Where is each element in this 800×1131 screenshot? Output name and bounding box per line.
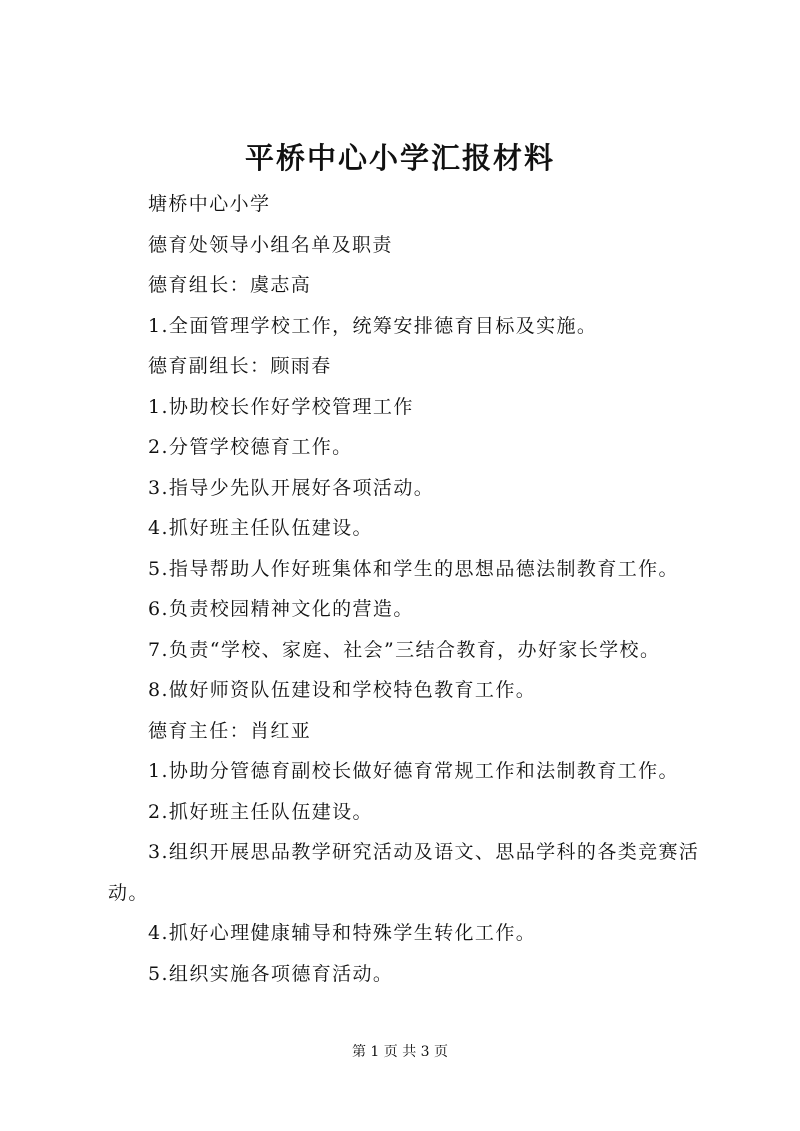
paragraph-deputy-duty-7: 7.负责“学校、家庭、社会”三结合教育，办好家长学校。 (148, 638, 661, 661)
paragraph-deputy-leader: 德育副组长：顾雨春 (148, 355, 332, 377)
paragraph-director-duty-3: 3.组织开展思品教学研究活动及语文、思品学科的各类竞赛活动。 (108, 841, 700, 904)
document-title: 平桥中心小学汇报材料 (244, 141, 555, 175)
paragraph-director: 德育主任：肖红亚 (148, 719, 312, 742)
paragraph-director-duty-5: 5.组织实施各项德育活动。 (148, 962, 394, 985)
paragraph-deputy-duty-5: 5.指导帮助人作好班集体和学生的思想品德法制教育工作。 (148, 557, 679, 580)
paragraph-deputy-duty-4: 4.抓好班主任队伍建设。 (148, 517, 373, 539)
paragraph-deputy-duty-3: 3.指导少先队开展好各项活动。 (148, 476, 435, 499)
paragraph-director-duty-2: 2.抓好班主任队伍建设。 (148, 800, 373, 823)
paragraph-deputy-duty-8: 8.做好师资队伍建设和学校特色教育工作。 (148, 679, 537, 701)
paragraph-leader: 德育组长：虞志高 (148, 274, 312, 296)
paragraph-director-duty-1: 1.协助分管德育副校长做好德育常规工作和法制教育工作。 (148, 760, 679, 782)
paragraph-section-heading: 德育处领导小组名单及职责 (148, 233, 393, 256)
paragraph-director-duty-4: 4.抓好心理健康辅导和特殊学生转化工作。 (148, 922, 537, 944)
paragraph-leader-duty-1: 1.全面管理学校工作，统筹安排德育目标及实施。 (148, 314, 598, 337)
page-number-footer: 第 1 页 共 3 页 (351, 1044, 449, 1060)
paragraph-deputy-duty-6: 6.负责校园精神文化的营造。 (148, 598, 414, 620)
document-body (108, 184, 718, 994)
paragraph-deputy-duty-1: 1.协助校长作好学校管理工作 (148, 395, 414, 418)
paragraph-deputy-duty-2: 2.分管学校德育工作。 (148, 436, 353, 458)
paragraph-school-name: 塘桥中心小学 (148, 193, 271, 215)
